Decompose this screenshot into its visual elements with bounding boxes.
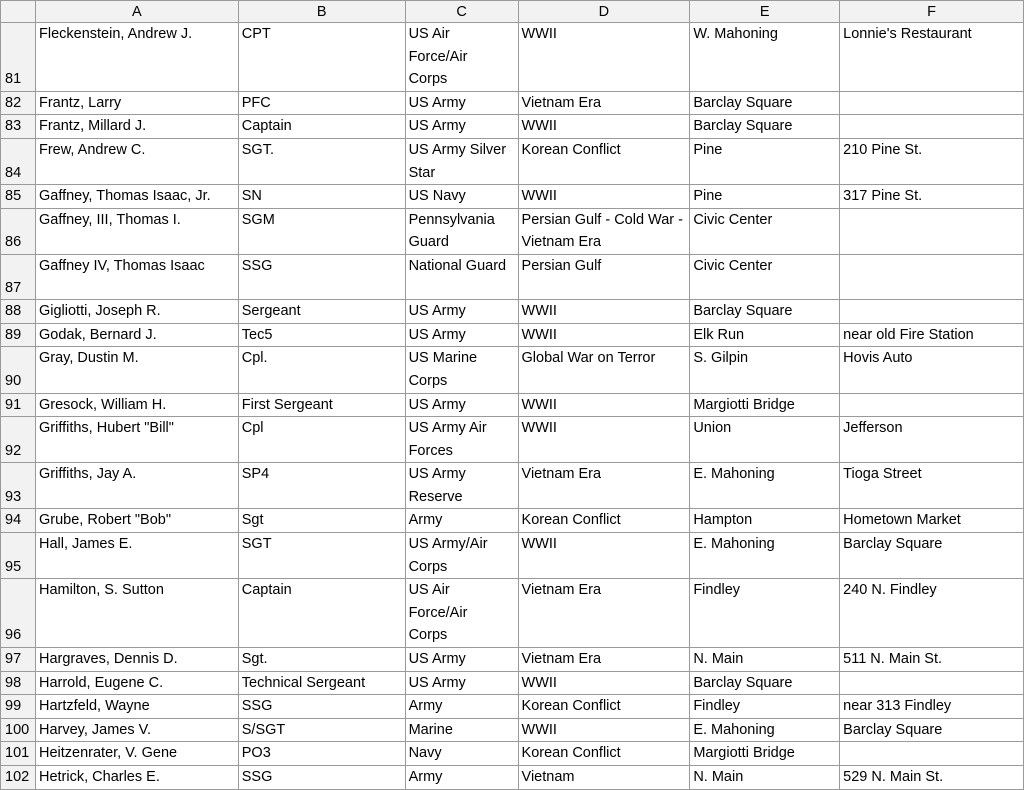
- cell-location[interactable]: Hampton: [690, 509, 840, 533]
- cell-branch[interactable]: US Marine Corps: [405, 347, 518, 393]
- cell-conflict[interactable]: Vietnam Era: [518, 463, 690, 509]
- cell-location[interactable]: Barclay Square: [690, 91, 840, 115]
- cell-location[interactable]: S. Gilpin: [690, 347, 840, 393]
- cell-detail[interactable]: [840, 91, 1024, 115]
- cell-detail[interactable]: [840, 254, 1024, 299]
- cell-rank[interactable]: PFC: [238, 91, 405, 115]
- cell-detail[interactable]: Barclay Square: [840, 718, 1024, 742]
- table-row: [1, 648, 1024, 672]
- table-row: [1, 671, 1024, 695]
- row-header[interactable]: 98: [1, 671, 36, 695]
- row-header[interactable]: 86: [1, 208, 36, 254]
- cell-rank[interactable]: Technical Sergeant: [238, 671, 405, 695]
- cell-detail[interactable]: 317 Pine St.: [840, 185, 1024, 209]
- table-row: [1, 742, 1024, 766]
- cell-name[interactable]: Gaffney IV, Thomas Isaac: [35, 254, 238, 299]
- cell-branch[interactable]: Army: [405, 766, 518, 790]
- cell-branch[interactable]: US Army: [405, 323, 518, 347]
- cell-conflict[interactable]: Vietnam Era: [518, 91, 690, 115]
- select-all-corner[interactable]: [1, 1, 36, 23]
- cell-rank[interactable]: Cpl.: [238, 347, 405, 393]
- cell-rank[interactable]: Sergeant: [238, 300, 405, 324]
- cell-detail[interactable]: [840, 393, 1024, 417]
- column-header-d[interactable]: D: [518, 1, 690, 23]
- cell-location[interactable]: Civic Center: [690, 254, 840, 299]
- cell-rank[interactable]: SGM: [238, 208, 405, 254]
- column-header-e[interactable]: E: [690, 1, 840, 23]
- cell-name[interactable]: Frantz, Millard J.: [35, 115, 238, 139]
- cell-name[interactable]: Frantz, Larry: [35, 91, 238, 115]
- cell-name[interactable]: Gresock, William H.: [35, 393, 238, 417]
- cell-detail[interactable]: near old Fire Station: [840, 323, 1024, 347]
- column-header-f[interactable]: F: [840, 1, 1024, 23]
- cell-name[interactable]: Harvey, James V.: [35, 718, 238, 742]
- cell-conflict[interactable]: Korean Conflict: [518, 695, 690, 719]
- cell-location[interactable]: Pine: [690, 185, 840, 209]
- cell-branch[interactable]: US Army Silver Star: [405, 138, 518, 184]
- table-row: [1, 579, 1024, 648]
- cell-location[interactable]: W. Mahoning: [690, 23, 840, 92]
- cell-location[interactable]: Elk Run: [690, 323, 840, 347]
- cell-detail[interactable]: Barclay Square: [840, 533, 1024, 579]
- cell-conflict[interactable]: WWII: [518, 23, 690, 92]
- table-row: [1, 695, 1024, 719]
- cell-name[interactable]: Harrold, Eugene C.: [35, 671, 238, 695]
- cell-conflict[interactable]: WWII: [518, 718, 690, 742]
- cell-rank[interactable]: SN: [238, 185, 405, 209]
- cell-conflict[interactable]: WWII: [518, 185, 690, 209]
- cell-conflict[interactable]: WWII: [518, 671, 690, 695]
- cell-name[interactable]: Grube, Robert "Bob": [35, 509, 238, 533]
- table-row: [1, 185, 1024, 209]
- cell-conflict[interactable]: Global War on Terror: [518, 347, 690, 393]
- cell-detail[interactable]: Hovis Auto: [840, 347, 1024, 393]
- cell-branch[interactable]: US Air Force/Air Corps: [405, 23, 518, 92]
- cell-conflict[interactable]: Vietnam Era: [518, 648, 690, 672]
- cell-rank[interactable]: Captain: [238, 579, 405, 648]
- row-header[interactable]: 90: [1, 347, 36, 393]
- row-header[interactable]: 93: [1, 463, 36, 509]
- cell-rank[interactable]: SSG: [238, 254, 405, 299]
- cell-conflict[interactable]: WWII: [518, 115, 690, 139]
- row-header[interactable]: 92: [1, 417, 36, 463]
- cell-location[interactable]: Barclay Square: [690, 671, 840, 695]
- cell-detail[interactable]: [840, 671, 1024, 695]
- cell-branch[interactable]: US Army: [405, 300, 518, 324]
- table-row: [1, 23, 1024, 92]
- cell-detail[interactable]: 240 N. Findley: [840, 579, 1024, 648]
- cell-name[interactable]: Griffiths, Hubert "Bill": [35, 417, 238, 463]
- table-row: [1, 463, 1024, 509]
- row-header[interactable]: 99: [1, 695, 36, 719]
- cell-rank[interactable]: Captain: [238, 115, 405, 139]
- table-row: [1, 300, 1024, 324]
- cell-branch[interactable]: US Air Force/Air Corps: [405, 579, 518, 648]
- cell-conflict[interactable]: Persian Gulf: [518, 254, 690, 299]
- row-header[interactable]: 96: [1, 579, 36, 648]
- cell-conflict[interactable]: Korean Conflict: [518, 138, 690, 184]
- cell-detail[interactable]: 511 N. Main St.: [840, 648, 1024, 672]
- row-header[interactable]: 82: [1, 91, 36, 115]
- cell-rank[interactable]: First Sergeant: [238, 393, 405, 417]
- cell-detail[interactable]: Tioga Street: [840, 463, 1024, 509]
- table-row: [1, 718, 1024, 742]
- cell-name[interactable]: Gigliotti, Joseph R.: [35, 300, 238, 324]
- cell-location[interactable]: Union: [690, 417, 840, 463]
- cell-detail[interactable]: Hometown Market: [840, 509, 1024, 533]
- cell-name[interactable]: Griffiths, Jay A.: [35, 463, 238, 509]
- cell-branch[interactable]: Navy: [405, 742, 518, 766]
- cell-detail[interactable]: Lonnie's Restaurant: [840, 23, 1024, 92]
- table-row: [1, 208, 1024, 254]
- table-row: [1, 509, 1024, 533]
- cell-conflict[interactable]: WWII: [518, 300, 690, 324]
- cell-location[interactable]: E. Mahoning: [690, 533, 840, 579]
- cell-branch[interactable]: Army: [405, 509, 518, 533]
- cell-name[interactable]: Hartzfeld, Wayne: [35, 695, 238, 719]
- cell-branch[interactable]: Marine: [405, 718, 518, 742]
- cell-location[interactable]: Pine: [690, 138, 840, 184]
- cell-branch[interactable]: US Army: [405, 393, 518, 417]
- cell-name[interactable]: Godak, Bernard J.: [35, 323, 238, 347]
- cell-conflict[interactable]: Korean Conflict: [518, 509, 690, 533]
- column-header-b[interactable]: B: [238, 1, 405, 23]
- cell-branch[interactable]: Army: [405, 695, 518, 719]
- cell-branch[interactable]: US Army: [405, 91, 518, 115]
- table-row: [1, 91, 1024, 115]
- cell-conflict[interactable]: Persian Gulf - Cold War - Vietnam Era: [518, 208, 690, 254]
- row-header[interactable]: 81: [1, 23, 36, 92]
- cell-location[interactable]: Barclay Square: [690, 300, 840, 324]
- cell-name[interactable]: Gray, Dustin M.: [35, 347, 238, 393]
- cell-branch[interactable]: US Navy: [405, 185, 518, 209]
- cell-location[interactable]: Findley: [690, 579, 840, 648]
- cell-rank[interactable]: SGT: [238, 533, 405, 579]
- cell-location[interactable]: N. Main: [690, 648, 840, 672]
- cell-location[interactable]: Barclay Square: [690, 115, 840, 139]
- cell-rank[interactable]: SSG: [238, 766, 405, 790]
- cell-name[interactable]: Hall, James E.: [35, 533, 238, 579]
- cell-name[interactable]: Fleckenstein, Andrew J.: [35, 23, 238, 92]
- cell-location[interactable]: Margiotti Bridge: [690, 742, 840, 766]
- sheet-body: [1, 23, 1024, 790]
- table-row: [1, 347, 1024, 393]
- row-header[interactable]: 83: [1, 115, 36, 139]
- row-header[interactable]: 97: [1, 648, 36, 672]
- cell-location[interactable]: Civic Center: [690, 208, 840, 254]
- cell-detail[interactable]: 210 Pine St.: [840, 138, 1024, 184]
- cell-rank[interactable]: SP4: [238, 463, 405, 509]
- cell-branch[interactable]: US Army Air Forces: [405, 417, 518, 463]
- row-header[interactable]: 87: [1, 254, 36, 299]
- row-header[interactable]: 91: [1, 393, 36, 417]
- cell-branch[interactable]: US Army/Air Corps: [405, 533, 518, 579]
- cell-conflict[interactable]: WWII: [518, 323, 690, 347]
- cell-conflict[interactable]: WWII: [518, 417, 690, 463]
- cell-name[interactable]: Gaffney, Thomas Isaac, Jr.: [35, 185, 238, 209]
- cell-branch[interactable]: US Army Reserve: [405, 463, 518, 509]
- table-row: [1, 393, 1024, 417]
- cell-rank[interactable]: Cpl: [238, 417, 405, 463]
- column-header-a[interactable]: A: [35, 1, 238, 23]
- cell-name[interactable]: Heitzenrater, V. Gene: [35, 742, 238, 766]
- cell-rank[interactable]: Sgt: [238, 509, 405, 533]
- row-header[interactable]: 100: [1, 718, 36, 742]
- cell-branch[interactable]: Pennsylvania Guard: [405, 208, 518, 254]
- column-header-row: [1, 1, 1024, 23]
- row-header[interactable]: 102: [1, 766, 36, 790]
- table-row: [1, 417, 1024, 463]
- cell-conflict[interactable]: Korean Conflict: [518, 742, 690, 766]
- cell-detail[interactable]: Jefferson: [840, 417, 1024, 463]
- cell-name[interactable]: Hargraves, Dennis D.: [35, 648, 238, 672]
- table-row: [1, 533, 1024, 579]
- row-header[interactable]: 95: [1, 533, 36, 579]
- cell-rank[interactable]: Sgt.: [238, 648, 405, 672]
- cell-detail[interactable]: [840, 300, 1024, 324]
- table-row: [1, 138, 1024, 184]
- cell-detail[interactable]: [840, 115, 1024, 139]
- cell-location[interactable]: E. Mahoning: [690, 463, 840, 509]
- table-row: [1, 323, 1024, 347]
- column-header-c[interactable]: C: [405, 1, 518, 23]
- row-header[interactable]: 84: [1, 138, 36, 184]
- cell-name[interactable]: Hamilton, S. Sutton: [35, 579, 238, 648]
- cell-location[interactable]: N. Main: [690, 766, 840, 790]
- row-header[interactable]: 89: [1, 323, 36, 347]
- cell-detail[interactable]: near 313 Findley: [840, 695, 1024, 719]
- cell-conflict[interactable]: Vietnam Era: [518, 579, 690, 648]
- row-header[interactable]: 94: [1, 509, 36, 533]
- table-row: [1, 254, 1024, 299]
- cell-branch[interactable]: US Army: [405, 671, 518, 695]
- cell-name[interactable]: Frew, Andrew C.: [35, 138, 238, 184]
- cell-conflict[interactable]: Vietnam: [518, 766, 690, 790]
- row-header[interactable]: 101: [1, 742, 36, 766]
- cell-rank[interactable]: CPT: [238, 23, 405, 92]
- row-header[interactable]: 85: [1, 185, 36, 209]
- cell-branch[interactable]: US Army: [405, 115, 518, 139]
- cell-branch[interactable]: US Army: [405, 648, 518, 672]
- cell-rank[interactable]: PO3: [238, 742, 405, 766]
- cell-conflict[interactable]: WWII: [518, 533, 690, 579]
- cell-location[interactable]: Margiotti Bridge: [690, 393, 840, 417]
- cell-detail[interactable]: 529 N. Main St.: [840, 766, 1024, 790]
- cell-detail[interactable]: [840, 208, 1024, 254]
- cell-name[interactable]: Gaffney, III, Thomas I.: [35, 208, 238, 254]
- cell-location[interactable]: Findley: [690, 695, 840, 719]
- table-row: [1, 115, 1024, 139]
- cell-rank[interactable]: Tec5: [238, 323, 405, 347]
- row-header[interactable]: 88: [1, 300, 36, 324]
- table-row: [1, 766, 1024, 790]
- cell-conflict[interactable]: WWII: [518, 393, 690, 417]
- cell-rank[interactable]: S/SGT: [238, 718, 405, 742]
- cell-branch[interactable]: National Guard: [405, 254, 518, 299]
- cell-detail[interactable]: [840, 742, 1024, 766]
- cell-location[interactable]: E. Mahoning: [690, 718, 840, 742]
- cell-rank[interactable]: SGT.: [238, 138, 405, 184]
- cell-rank[interactable]: SSG: [238, 695, 405, 719]
- cell-name[interactable]: Hetrick, Charles E.: [35, 766, 238, 790]
